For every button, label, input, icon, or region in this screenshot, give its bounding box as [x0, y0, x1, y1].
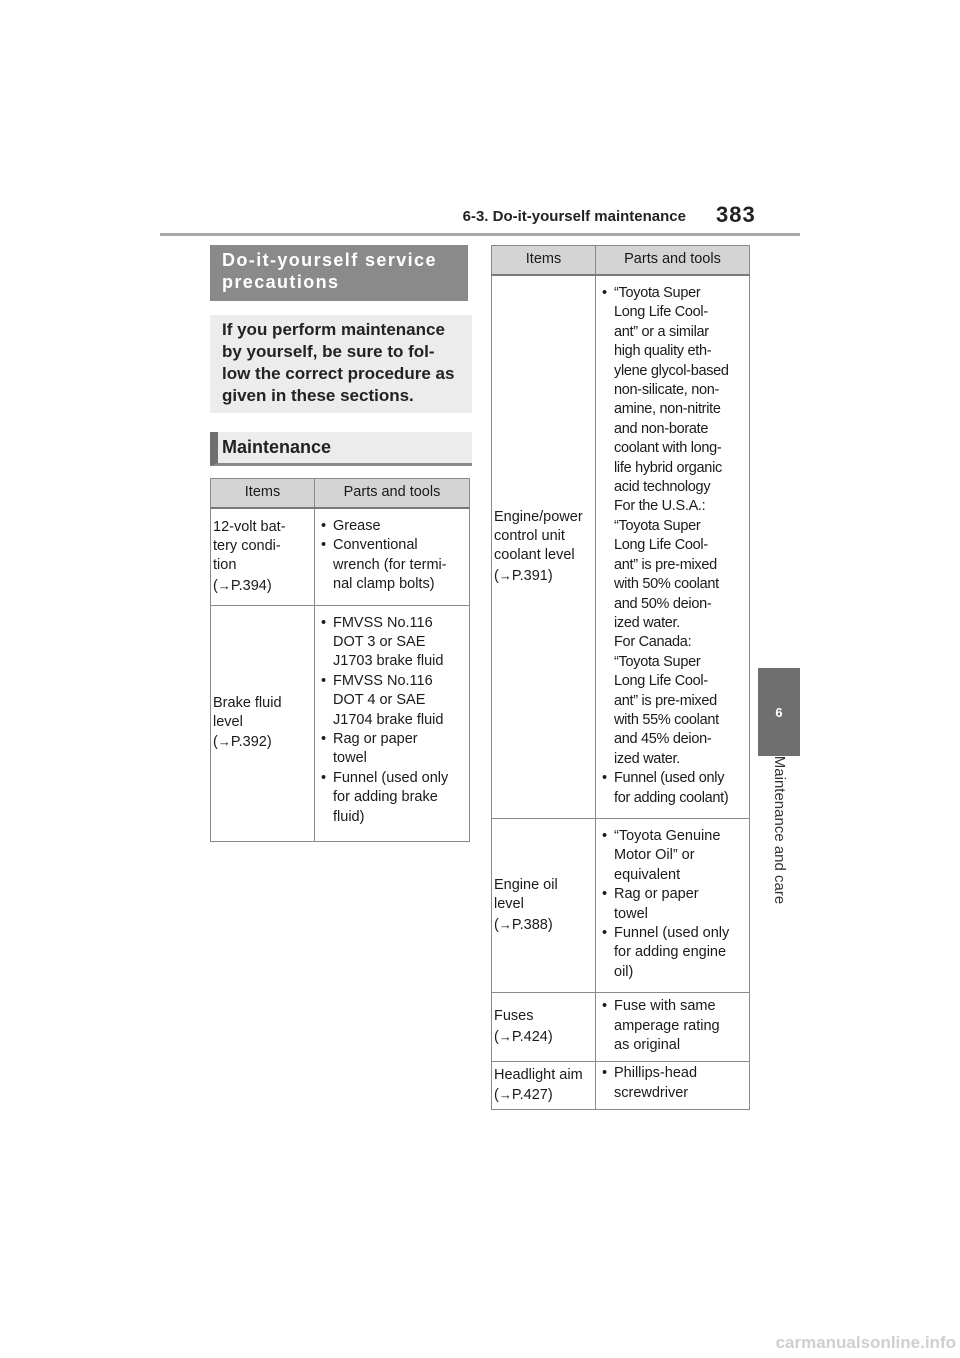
item-name: Fuses	[494, 1008, 534, 1025]
list-item: • Grease	[317, 517, 467, 536]
table-row	[492, 818, 750, 992]
list-item: • “Toyota Super Long Life Cool- ant” or a similar high quality eth- ylene glycol-based non-silicate, non- amine, non-nitrite and non-borate coolant with long- life hybrid organic acid technology For the U.S.A.: “Toyota Super Long Life Cool- ant” is pre-mixed with 50% coolant and 50% deion- ized water. For Canada: “Toyota Super Long Life Cool- ant” is pre-mixed with 55% coolant and 45% deion- ized water.	[598, 284, 749, 769]
list-item: • FMVSS No.116 DOT 3 or SAE J1703 brake fluid	[317, 614, 467, 672]
page-reference-link[interactable]: (→P.427)	[494, 1087, 553, 1104]
table-row	[492, 1062, 750, 1110]
arrow-right-icon: →	[217, 734, 231, 750]
table-header-row	[492, 246, 750, 276]
list-item: • Conventional wrench (for termi- nal clamp bolts)	[317, 536, 467, 594]
list-item: • Funnel (used only for adding coolant)	[598, 769, 749, 808]
column-header-parts: Parts and tools	[596, 246, 750, 276]
table-row	[211, 605, 470, 841]
item-cell	[211, 508, 315, 605]
arrow-right-icon: →	[498, 916, 512, 932]
list-item: • FMVSS No.116 DOT 4 or SAE J1704 brake fluid	[317, 672, 467, 730]
page-reference-link[interactable]: (→P.394)	[213, 577, 272, 594]
item-name: 12-volt bat- tery condi- tion	[213, 518, 286, 574]
maintenance-heading: Maintenance	[210, 432, 472, 466]
arrow-right-icon: →	[217, 577, 231, 593]
parts-cell	[596, 275, 750, 818]
column-header-items: Items	[211, 479, 315, 509]
item-cell	[492, 275, 596, 818]
item-name: Brake fluid level	[213, 694, 282, 730]
table-row	[492, 275, 750, 818]
parts-cell	[315, 605, 470, 841]
chapter-number: 6	[775, 704, 783, 720]
item-name: Headlight aim	[494, 1067, 583, 1084]
arrow-right-icon: →	[498, 1087, 512, 1103]
watermark: carmanualsonline.info	[775, 1333, 956, 1352]
list-item: • Rag or paper towel	[317, 730, 467, 769]
page-reference-link[interactable]: (→P.391)	[494, 567, 553, 584]
table-row	[211, 508, 470, 605]
table-row	[492, 993, 750, 1062]
page-number: 383	[716, 202, 756, 227]
item-cell	[211, 605, 315, 841]
item-cell	[492, 1062, 596, 1110]
arrow-right-icon: →	[498, 567, 512, 583]
column-header-parts: Parts and tools	[315, 479, 470, 509]
list-item: • Funnel (used only for adding brake fluid)	[317, 769, 467, 827]
maintenance-table-left	[210, 478, 470, 842]
list-item: • Fuse with same amperage rating as original	[598, 997, 747, 1055]
item-cell	[492, 993, 596, 1062]
list-item: • “Toyota Genuine Motor Oil” or equivalent	[598, 827, 747, 885]
item-name: Engine oil level	[494, 876, 558, 913]
column-header-items: Items	[492, 246, 596, 276]
list-item: • Phillips-head screwdriver	[598, 1064, 747, 1103]
chapter-label: Maintenance and care	[771, 755, 788, 905]
header-divider	[160, 233, 800, 236]
parts-cell	[315, 508, 470, 605]
service-precautions-heading: Do-it-yourself service precautions	[210, 245, 468, 301]
item-cell	[492, 818, 596, 992]
intro-text: If you perform maintenance by yourself, be sure to fol- low the correct procedure as given in these sections.	[210, 315, 472, 413]
list-item: • Rag or paper towel	[598, 885, 747, 924]
page-reference-link[interactable]: (→P.388)	[494, 916, 553, 933]
parts-cell	[596, 818, 750, 992]
table-header-row	[211, 479, 470, 509]
parts-cell	[596, 1062, 750, 1110]
maintenance-table-right	[491, 245, 750, 1110]
section-title: 6-3. Do-it-yourself maintenance	[462, 208, 686, 225]
page-reference-link[interactable]: (→P.392)	[213, 734, 272, 751]
parts-cell	[596, 993, 750, 1062]
list-item: • Funnel (used only for adding engine oil)	[598, 924, 747, 982]
arrow-right-icon: →	[498, 1028, 512, 1044]
page-reference-link[interactable]: (→P.424)	[494, 1028, 553, 1045]
item-name: Engine/power control unit coolant level	[494, 508, 583, 564]
